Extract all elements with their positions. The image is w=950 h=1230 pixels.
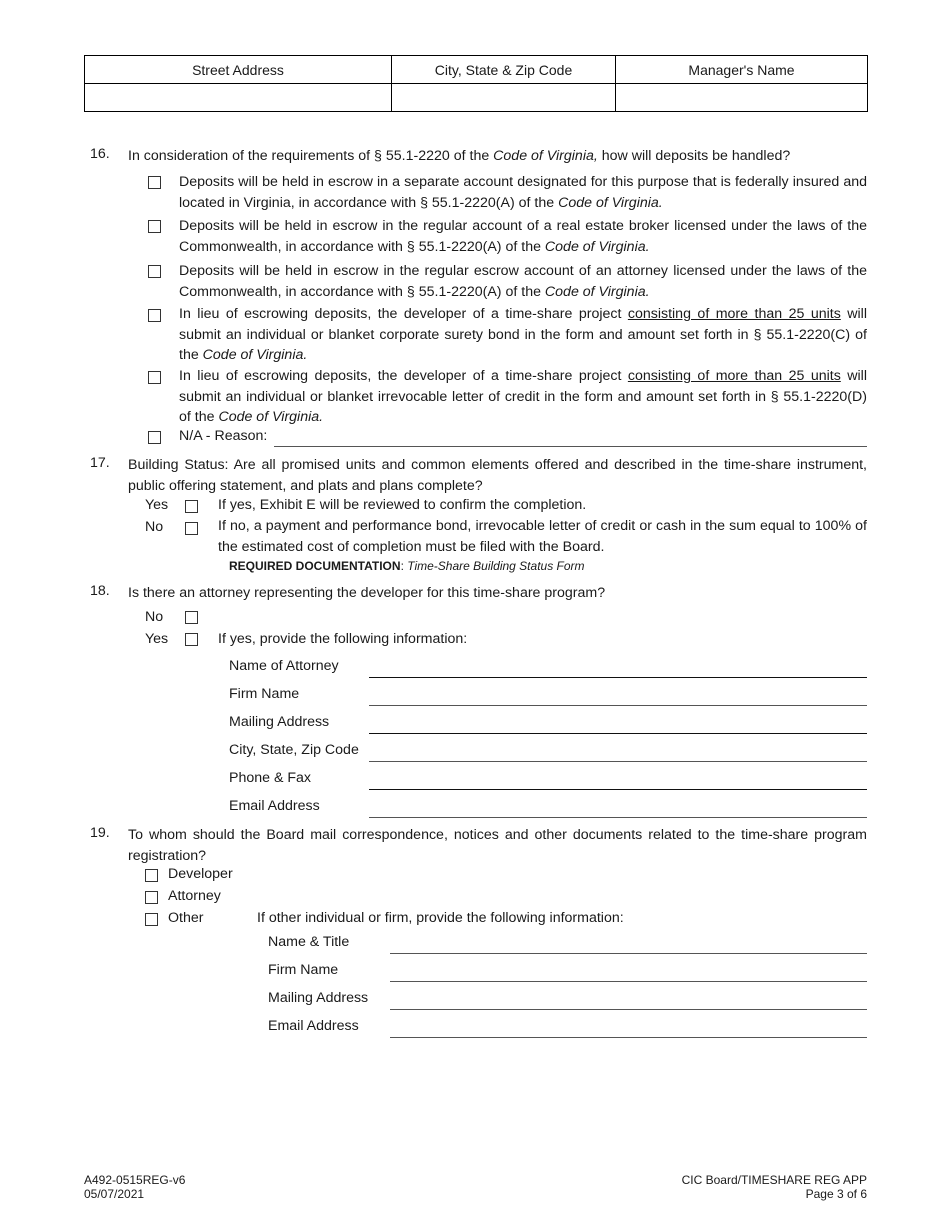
q19-other-label: Other: [168, 910, 204, 926]
q19-developer-label: Developer: [168, 866, 233, 882]
q16-option-4-checkbox[interactable]: [148, 309, 161, 322]
q18-field-label-mailing: Mailing Address: [229, 714, 330, 730]
q16-option-3-checkbox[interactable]: [148, 265, 161, 278]
q18-yes-label: Yes: [145, 631, 169, 647]
q19-field-label-name-title: Name & Title: [268, 934, 350, 950]
q16-na-reason-line[interactable]: [274, 446, 867, 447]
q18-yes-checkbox[interactable]: [185, 633, 198, 646]
q18-mailing-address-line[interactable]: [369, 733, 867, 734]
q19-field-label-firm: Firm Name: [268, 962, 339, 978]
q17-required-documentation: REQUIRED DOCUMENTATION: Time-Share Building Status Form: [229, 559, 585, 573]
q19-attorney-checkbox[interactable]: [145, 891, 158, 904]
q18-no-label: No: [145, 609, 164, 625]
q18-city-state-zip-line[interactable]: [369, 761, 867, 762]
q16-number: 16.: [90, 146, 110, 162]
q18-phone-fax-line[interactable]: [369, 789, 867, 790]
q16-option-2: Deposits will be held in escrow in the regular account of a real estate broker licensed under the laws of the Commonwealth, in accordance with § 55.1-2220(A) of the Code of Virginia.: [179, 218, 867, 255]
q16-na-checkbox[interactable]: [148, 431, 161, 444]
q17-no-label: No: [145, 519, 164, 535]
street-address-field[interactable]: [85, 84, 392, 112]
q19-name-title-line[interactable]: [390, 953, 867, 954]
q16-option-4: In lieu of escrowing deposits, the developer of a time-share project consisting of more than 25 units will submit an individual or blanket corporate surety bond in the form and amount set forth in § 55.1-2220(C) of the Code of Virginia.: [179, 306, 867, 363]
header-managers-name: Manager's Name: [616, 56, 868, 84]
q16-option-1-checkbox[interactable]: [148, 176, 161, 189]
q17-yes-label: Yes: [145, 497, 169, 513]
q16-option-1: Deposits will be held in escrow in a separate account designated for this purpose that is federally insured and located in Virginia, in accordance with § 55.1-2220(A) of the Code of Virginia.: [179, 174, 867, 211]
q18-field-label-email: Email Address: [229, 798, 320, 814]
q19-firm-name-line[interactable]: [390, 981, 867, 982]
q18-field-label-attorney: Name of Attorney: [229, 658, 339, 674]
q16-question: In consideration of the requirements of § 55.1-2220 of the Code of Virginia, how will deposits be handled?: [128, 148, 791, 164]
header-city-state-zip: City, State & Zip Code: [392, 56, 616, 84]
q16-option-5-checkbox[interactable]: [148, 371, 161, 384]
footer-form-id: A492-0515REG-v6: [84, 1173, 186, 1187]
q18-field-label-firm: Firm Name: [229, 686, 300, 702]
q19-other-text: If other individual or firm, provide the following information:: [257, 910, 624, 926]
footer-right: [682, 1173, 867, 1201]
managers-name-field[interactable]: [616, 84, 868, 112]
q17-number: 17.: [90, 455, 110, 471]
q17-yes-text: If yes, Exhibit E will be reviewed to confirm the completion.: [218, 497, 587, 513]
q18-no-checkbox[interactable]: [185, 611, 198, 624]
footer-title: CIC Board/TIMESHARE REG APP: [681, 1173, 867, 1187]
q17-no-text: If no, a payment and performance bond, irrevocable letter of credit or cash in the sum equal to 100% of the estimated cost of completion must be filed with the Board.: [218, 518, 867, 555]
q16-na-label: N/A - Reason:: [179, 428, 268, 444]
q16-option-2-checkbox[interactable]: [148, 220, 161, 233]
q18-question: Is there an attorney representing the developer for this time-share program?: [128, 585, 606, 601]
q18-email-address-line[interactable]: [369, 817, 867, 818]
q19-mailing-address-line[interactable]: [390, 1009, 867, 1010]
q17-question: Building Status: Are all promised units and common elements offered and described in the time-share instrument, public offering statement, and plats and plans complete?: [128, 457, 867, 494]
footer-page: Page 3 of 6: [805, 1187, 867, 1201]
q19-field-label-email: Email Address: [268, 1018, 359, 1034]
q19-number: 19.: [90, 825, 110, 841]
address-table: [84, 55, 868, 112]
footer-date: 05/07/2021: [84, 1187, 145, 1201]
q19-email-address-line[interactable]: [390, 1037, 867, 1038]
q18-yes-text: If yes, provide the following information:: [218, 631, 468, 647]
q18-firm-name-line[interactable]: [369, 705, 867, 706]
q19-developer-checkbox[interactable]: [145, 869, 158, 882]
city-state-zip-field[interactable]: [392, 84, 616, 112]
q18-number: 18.: [90, 583, 110, 599]
q17-no-checkbox[interactable]: [185, 522, 198, 535]
q16-option-3: Deposits will be held in escrow in the regular escrow account of an attorney licensed under the laws of the Commonwealth, in accordance with § 55.1-2220(A) of the Code of Virginia.: [179, 263, 867, 300]
q16-option-5: In lieu of escrowing deposits, the developer of a time-share project consisting of more than 25 units will submit an individual or blanket irrevocable letter of credit in the form and amount set forth in § 55.1-2220(D) of the Code of Virginia.: [179, 368, 867, 425]
q19-attorney-label: Attorney: [168, 888, 221, 904]
header-street-address: Street Address: [85, 56, 392, 84]
q19-field-label-mailing: Mailing Address: [268, 990, 369, 1006]
q18-field-label-city: City, State, Zip Code: [229, 742, 359, 758]
footer-left: [84, 1173, 185, 1201]
q17-yes-checkbox[interactable]: [185, 500, 198, 513]
q18-field-label-phone: Phone & Fax: [229, 770, 312, 786]
q18-attorney-name-line[interactable]: [369, 677, 867, 678]
q19-question: To whom should the Board mail correspondence, notices and other documents related to the time-share program registration?: [128, 827, 867, 864]
q19-other-checkbox[interactable]: [145, 913, 158, 926]
